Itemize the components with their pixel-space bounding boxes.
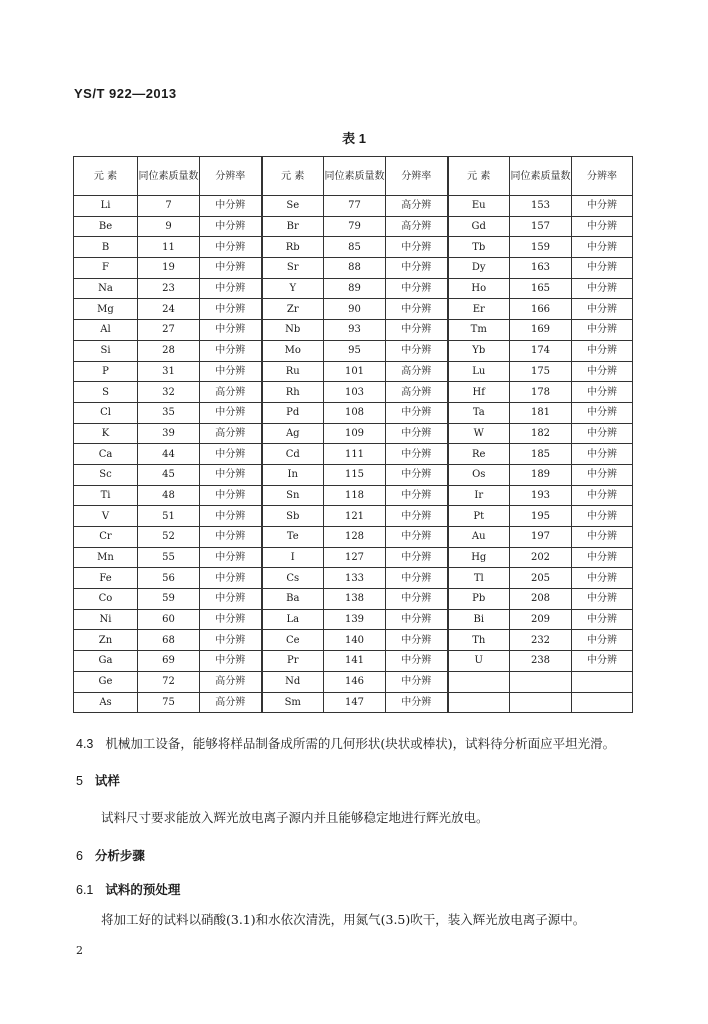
cell-resolution <box>572 692 633 713</box>
cell-element: Hg <box>448 547 510 568</box>
table-row <box>74 527 633 548</box>
section-5-heading <box>76 771 120 789</box>
cell-element: Cd <box>262 444 324 465</box>
cell-resolution: 中分辨 <box>572 651 633 672</box>
cell-resolution: 中分辨 <box>572 278 633 299</box>
cell-resolution: 中分辨 <box>200 464 262 485</box>
cell-mass <box>510 692 572 713</box>
cell-mass: 32 <box>138 382 200 403</box>
cell-element: Ge <box>74 671 138 692</box>
cell-element: Pt <box>448 506 510 527</box>
cell-resolution: 高分辨 <box>386 361 448 382</box>
section-title: 试样 <box>94 774 120 788</box>
table-row <box>74 464 633 485</box>
section-6-heading <box>76 846 145 864</box>
cell-mass: 69 <box>138 651 200 672</box>
cell-element: Au <box>448 527 510 548</box>
cell-mass: 140 <box>324 630 386 651</box>
cell-mass: 193 <box>510 485 572 506</box>
section-title: 试料的预处理 <box>105 883 181 897</box>
cell-mass: 85 <box>324 237 386 258</box>
cell-resolution: 中分辨 <box>572 196 633 217</box>
cell-resolution: 中分辨 <box>572 527 633 548</box>
cell-element: Os <box>448 464 510 485</box>
cell-resolution: 中分辨 <box>572 444 633 465</box>
table-row <box>74 692 633 713</box>
header-mass: 同位素质量数 <box>138 157 200 196</box>
header-resolution: 分辨率 <box>200 157 262 196</box>
cell-mass: 44 <box>138 444 200 465</box>
cell-mass: 175 <box>510 361 572 382</box>
cell-mass: 79 <box>324 216 386 237</box>
standard-code: YS/T 922—2013 <box>74 86 177 101</box>
cell-element: Pd <box>262 402 324 423</box>
cell-element: Mn <box>74 547 138 568</box>
cell-mass: 101 <box>324 361 386 382</box>
section-number: 6 <box>76 849 83 863</box>
cell-resolution: 中分辨 <box>200 361 262 382</box>
cell-element: Ru <box>262 361 324 382</box>
cell-element: Fe <box>74 568 138 589</box>
cell-mass: 195 <box>510 506 572 527</box>
cell-mass: 88 <box>324 258 386 279</box>
cell-element: Al <box>74 320 138 341</box>
cell-mass: 208 <box>510 589 572 610</box>
cell-element: Ir <box>448 485 510 506</box>
cell-resolution: 中分辨 <box>572 320 633 341</box>
cell-resolution: 中分辨 <box>572 630 633 651</box>
cell-element: S <box>74 382 138 403</box>
cell-mass: 182 <box>510 423 572 444</box>
cell-element: Eu <box>448 196 510 217</box>
header-mass: 同位素质量数 <box>510 157 572 196</box>
header-element: 元 素 <box>74 157 138 196</box>
cell-resolution: 中分辨 <box>200 258 262 279</box>
cell-mass: 133 <box>324 568 386 589</box>
table-row <box>74 382 633 403</box>
cell-mass: 51 <box>138 506 200 527</box>
cell-mass: 48 <box>138 485 200 506</box>
table-row <box>74 299 633 320</box>
cell-resolution: 中分辨 <box>200 278 262 299</box>
cell-resolution: 中分辨 <box>386 464 448 485</box>
cell-mass: 28 <box>138 340 200 361</box>
cell-resolution: 中分辨 <box>386 547 448 568</box>
cell-mass: 60 <box>138 609 200 630</box>
header-resolution: 分辨率 <box>386 157 448 196</box>
cell-resolution: 中分辨 <box>200 527 262 548</box>
cell-mass: 197 <box>510 527 572 548</box>
cell-element: Te <box>262 527 324 548</box>
cell-mass: 202 <box>510 547 572 568</box>
cell-resolution: 中分辨 <box>200 651 262 672</box>
cell-mass: 77 <box>324 196 386 217</box>
cell-resolution: 中分辨 <box>572 423 633 444</box>
cell-mass: 23 <box>138 278 200 299</box>
cell-resolution: 高分辨 <box>200 382 262 403</box>
table-header-row <box>74 157 633 196</box>
cell-element: Ag <box>262 423 324 444</box>
cell-resolution: 中分辨 <box>200 589 262 610</box>
cell-element: Re <box>448 444 510 465</box>
cell-element: Cl <box>74 402 138 423</box>
cell-mass: 45 <box>138 464 200 485</box>
cell-resolution: 中分辨 <box>200 320 262 341</box>
cell-resolution: 中分辨 <box>386 692 448 713</box>
cell-element: Bi <box>448 609 510 630</box>
cell-resolution: 中分辨 <box>572 485 633 506</box>
cell-resolution: 中分辨 <box>200 216 262 237</box>
cell-mass <box>510 671 572 692</box>
cell-resolution: 中分辨 <box>386 630 448 651</box>
cell-mass: 166 <box>510 299 572 320</box>
cell-mass: 147 <box>324 692 386 713</box>
cell-mass: 108 <box>324 402 386 423</box>
element-resolution-table <box>73 156 633 713</box>
cell-resolution: 中分辨 <box>386 237 448 258</box>
cell-element: Ho <box>448 278 510 299</box>
cell-element: Ca <box>74 444 138 465</box>
cell-mass: 35 <box>138 402 200 423</box>
cell-element: Zr <box>262 299 324 320</box>
section-number: 5 <box>76 774 83 788</box>
cell-mass: 31 <box>138 361 200 382</box>
cell-mass: 39 <box>138 423 200 444</box>
table-body <box>74 196 633 713</box>
table-row <box>74 402 633 423</box>
cell-resolution: 高分辨 <box>386 196 448 217</box>
cell-element: Ga <box>74 651 138 672</box>
cell-element: Nb <box>262 320 324 341</box>
cell-mass: 181 <box>510 402 572 423</box>
cell-element: Tm <box>448 320 510 341</box>
header-element: 元 素 <box>448 157 510 196</box>
cell-resolution: 中分辨 <box>200 196 262 217</box>
cell-element: Cr <box>74 527 138 548</box>
cell-element: Li <box>74 196 138 217</box>
cell-mass: 90 <box>324 299 386 320</box>
cell-mass: 209 <box>510 609 572 630</box>
cell-mass: 178 <box>510 382 572 403</box>
cell-resolution: 中分辨 <box>386 609 448 630</box>
table-row <box>74 589 633 610</box>
cell-resolution: 中分辨 <box>200 609 262 630</box>
cell-mass: 72 <box>138 671 200 692</box>
cell-mass: 146 <box>324 671 386 692</box>
cell-mass: 89 <box>324 278 386 299</box>
cell-mass: 118 <box>324 485 386 506</box>
cell-mass: 205 <box>510 568 572 589</box>
cell-mass: 109 <box>324 423 386 444</box>
cell-mass: 7 <box>138 196 200 217</box>
cell-element: V <box>74 506 138 527</box>
cell-mass: 174 <box>510 340 572 361</box>
cell-resolution: 高分辨 <box>386 216 448 237</box>
cell-resolution: 中分辨 <box>572 402 633 423</box>
table-row <box>74 651 633 672</box>
cell-resolution: 中分辨 <box>572 340 633 361</box>
table-row <box>74 671 633 692</box>
section-number: 6.1 <box>76 883 94 897</box>
cell-mass: 111 <box>324 444 386 465</box>
cell-element: Dy <box>448 258 510 279</box>
cell-resolution: 中分辨 <box>386 340 448 361</box>
cell-element: Zn <box>74 630 138 651</box>
cell-resolution: 中分辨 <box>386 568 448 589</box>
cell-resolution: 中分辨 <box>572 258 633 279</box>
table-row <box>74 630 633 651</box>
cell-element: Hf <box>448 382 510 403</box>
cell-element: B <box>74 237 138 258</box>
cell-element: Er <box>448 299 510 320</box>
cell-resolution: 中分辨 <box>200 506 262 527</box>
cell-element: Pr <box>262 651 324 672</box>
cell-mass: 141 <box>324 651 386 672</box>
cell-resolution: 中分辨 <box>386 423 448 444</box>
cell-element <box>448 692 510 713</box>
table-row <box>74 547 633 568</box>
table-row <box>74 361 633 382</box>
cell-element: Gd <box>448 216 510 237</box>
table-row <box>74 278 633 299</box>
cell-resolution: 中分辨 <box>572 299 633 320</box>
cell-element: Ba <box>262 589 324 610</box>
cell-resolution: 中分辨 <box>572 464 633 485</box>
cell-resolution: 中分辨 <box>200 444 262 465</box>
cell-resolution: 高分辨 <box>386 382 448 403</box>
cell-resolution <box>572 671 633 692</box>
section-5-text: 试料尺寸要求能放入辉光放电离子源内并且能够稳定地进行辉光放电。 <box>101 810 489 825</box>
section-title: 分析步骤 <box>94 849 145 863</box>
cell-element: Tl <box>448 568 510 589</box>
cell-element: Y <box>262 278 324 299</box>
cell-resolution: 中分辨 <box>572 547 633 568</box>
header-mass: 同位素质量数 <box>324 157 386 196</box>
cell-resolution: 中分辨 <box>200 402 262 423</box>
cell-resolution: 中分辨 <box>386 651 448 672</box>
cell-element: In <box>262 464 324 485</box>
cell-resolution: 中分辨 <box>572 361 633 382</box>
table-row <box>74 340 633 361</box>
cell-element: I <box>262 547 324 568</box>
cell-resolution: 中分辨 <box>386 485 448 506</box>
cell-mass: 139 <box>324 609 386 630</box>
cell-resolution: 中分辨 <box>200 237 262 258</box>
cell-resolution: 中分辨 <box>386 444 448 465</box>
cell-mass: 115 <box>324 464 386 485</box>
cell-resolution: 中分辨 <box>200 299 262 320</box>
cell-resolution: 中分辨 <box>386 506 448 527</box>
cell-mass: 11 <box>138 237 200 258</box>
cell-mass: 52 <box>138 527 200 548</box>
cell-mass: 185 <box>510 444 572 465</box>
cell-element: Na <box>74 278 138 299</box>
cell-resolution: 中分辨 <box>572 506 633 527</box>
cell-resolution: 中分辨 <box>386 299 448 320</box>
cell-mass: 138 <box>324 589 386 610</box>
cell-mass: 128 <box>324 527 386 548</box>
cell-resolution: 中分辨 <box>386 402 448 423</box>
cell-resolution: 中分辨 <box>200 547 262 568</box>
cell-mass: 24 <box>138 299 200 320</box>
table-row <box>74 196 633 217</box>
cell-element: As <box>74 692 138 713</box>
table-row <box>74 258 633 279</box>
cell-mass: 159 <box>510 237 572 258</box>
table-row <box>74 320 633 341</box>
section-6-1-text: 将加工好的试料以硝酸(3.1)和水依次清洗，用氮气(3.5)吹干，装入辉光放电离子源中。 <box>101 912 586 927</box>
cell-mass: 68 <box>138 630 200 651</box>
cell-mass: 238 <box>510 651 572 672</box>
cell-element: Lu <box>448 361 510 382</box>
cell-element: Sc <box>74 464 138 485</box>
cell-resolution: 中分辨 <box>200 630 262 651</box>
cell-element: Pb <box>448 589 510 610</box>
cell-mass: 19 <box>138 258 200 279</box>
cell-element: Rh <box>262 382 324 403</box>
cell-mass: 232 <box>510 630 572 651</box>
cell-resolution: 中分辨 <box>386 589 448 610</box>
cell-element <box>448 671 510 692</box>
cell-mass: 103 <box>324 382 386 403</box>
cell-mass: 93 <box>324 320 386 341</box>
cell-element: Cs <box>262 568 324 589</box>
table-row <box>74 423 633 444</box>
cell-element: Ta <box>448 402 510 423</box>
cell-resolution: 中分辨 <box>200 568 262 589</box>
cell-resolution: 高分辨 <box>200 671 262 692</box>
cell-element: F <box>74 258 138 279</box>
section-number: 4.3 <box>76 737 94 751</box>
cell-resolution: 高分辨 <box>200 692 262 713</box>
cell-mass: 163 <box>510 258 572 279</box>
header-element: 元 素 <box>262 157 324 196</box>
cell-element: Tb <box>448 237 510 258</box>
cell-mass: 9 <box>138 216 200 237</box>
cell-element: Sb <box>262 506 324 527</box>
cell-element: Rb <box>262 237 324 258</box>
cell-element: Sn <box>262 485 324 506</box>
section-4-3 <box>76 734 615 752</box>
cell-resolution: 中分辨 <box>386 258 448 279</box>
cell-mass: 55 <box>138 547 200 568</box>
cell-element: Si <box>74 340 138 361</box>
cell-resolution: 中分辨 <box>386 671 448 692</box>
cell-element: Yb <box>448 340 510 361</box>
cell-element: Se <box>262 196 324 217</box>
cell-resolution: 中分辨 <box>386 320 448 341</box>
cell-resolution: 中分辨 <box>572 382 633 403</box>
cell-mass: 121 <box>324 506 386 527</box>
cell-resolution: 中分辨 <box>572 568 633 589</box>
cell-resolution: 中分辨 <box>200 485 262 506</box>
table-row <box>74 568 633 589</box>
page-number: 2 <box>76 944 83 957</box>
cell-element: Be <box>74 216 138 237</box>
cell-element: Mg <box>74 299 138 320</box>
cell-resolution: 中分辨 <box>386 278 448 299</box>
cell-mass: 153 <box>510 196 572 217</box>
table-row <box>74 237 633 258</box>
cell-element: Th <box>448 630 510 651</box>
table-title: 表 1 <box>342 131 366 146</box>
table-row <box>74 506 633 527</box>
cell-resolution: 中分辨 <box>386 527 448 548</box>
cell-mass: 59 <box>138 589 200 610</box>
cell-mass: 165 <box>510 278 572 299</box>
cell-mass: 189 <box>510 464 572 485</box>
cell-resolution: 中分辨 <box>572 589 633 610</box>
cell-resolution: 中分辨 <box>572 216 633 237</box>
cell-resolution: 中分辨 <box>200 340 262 361</box>
header-resolution: 分辨率 <box>572 157 633 196</box>
cell-element: Co <box>74 589 138 610</box>
cell-mass: 56 <box>138 568 200 589</box>
cell-mass: 75 <box>138 692 200 713</box>
cell-mass: 27 <box>138 320 200 341</box>
cell-element: Ni <box>74 609 138 630</box>
cell-element: La <box>262 609 324 630</box>
cell-element: Ti <box>74 485 138 506</box>
cell-mass: 157 <box>510 216 572 237</box>
table-row <box>74 485 633 506</box>
section-6-1-heading <box>76 880 180 898</box>
table-row <box>74 216 633 237</box>
cell-element: Sm <box>262 692 324 713</box>
cell-resolution: 中分辨 <box>572 609 633 630</box>
cell-element: Br <box>262 216 324 237</box>
cell-element: Sr <box>262 258 324 279</box>
cell-element: P <box>74 361 138 382</box>
cell-mass: 127 <box>324 547 386 568</box>
cell-element: Ce <box>262 630 324 651</box>
table-row <box>74 609 633 630</box>
cell-resolution: 高分辨 <box>200 423 262 444</box>
cell-mass: 95 <box>324 340 386 361</box>
cell-element: U <box>448 651 510 672</box>
section-text: 机械加工设备，能够将样品制备成所需的几何形状(块状或棒状)，试料待分析面应平坦光滑。 <box>105 736 616 751</box>
cell-element: K <box>74 423 138 444</box>
cell-element: Nd <box>262 671 324 692</box>
table-row <box>74 444 633 465</box>
cell-element: W <box>448 423 510 444</box>
cell-mass: 169 <box>510 320 572 341</box>
cell-resolution: 中分辨 <box>572 237 633 258</box>
cell-element: Mo <box>262 340 324 361</box>
